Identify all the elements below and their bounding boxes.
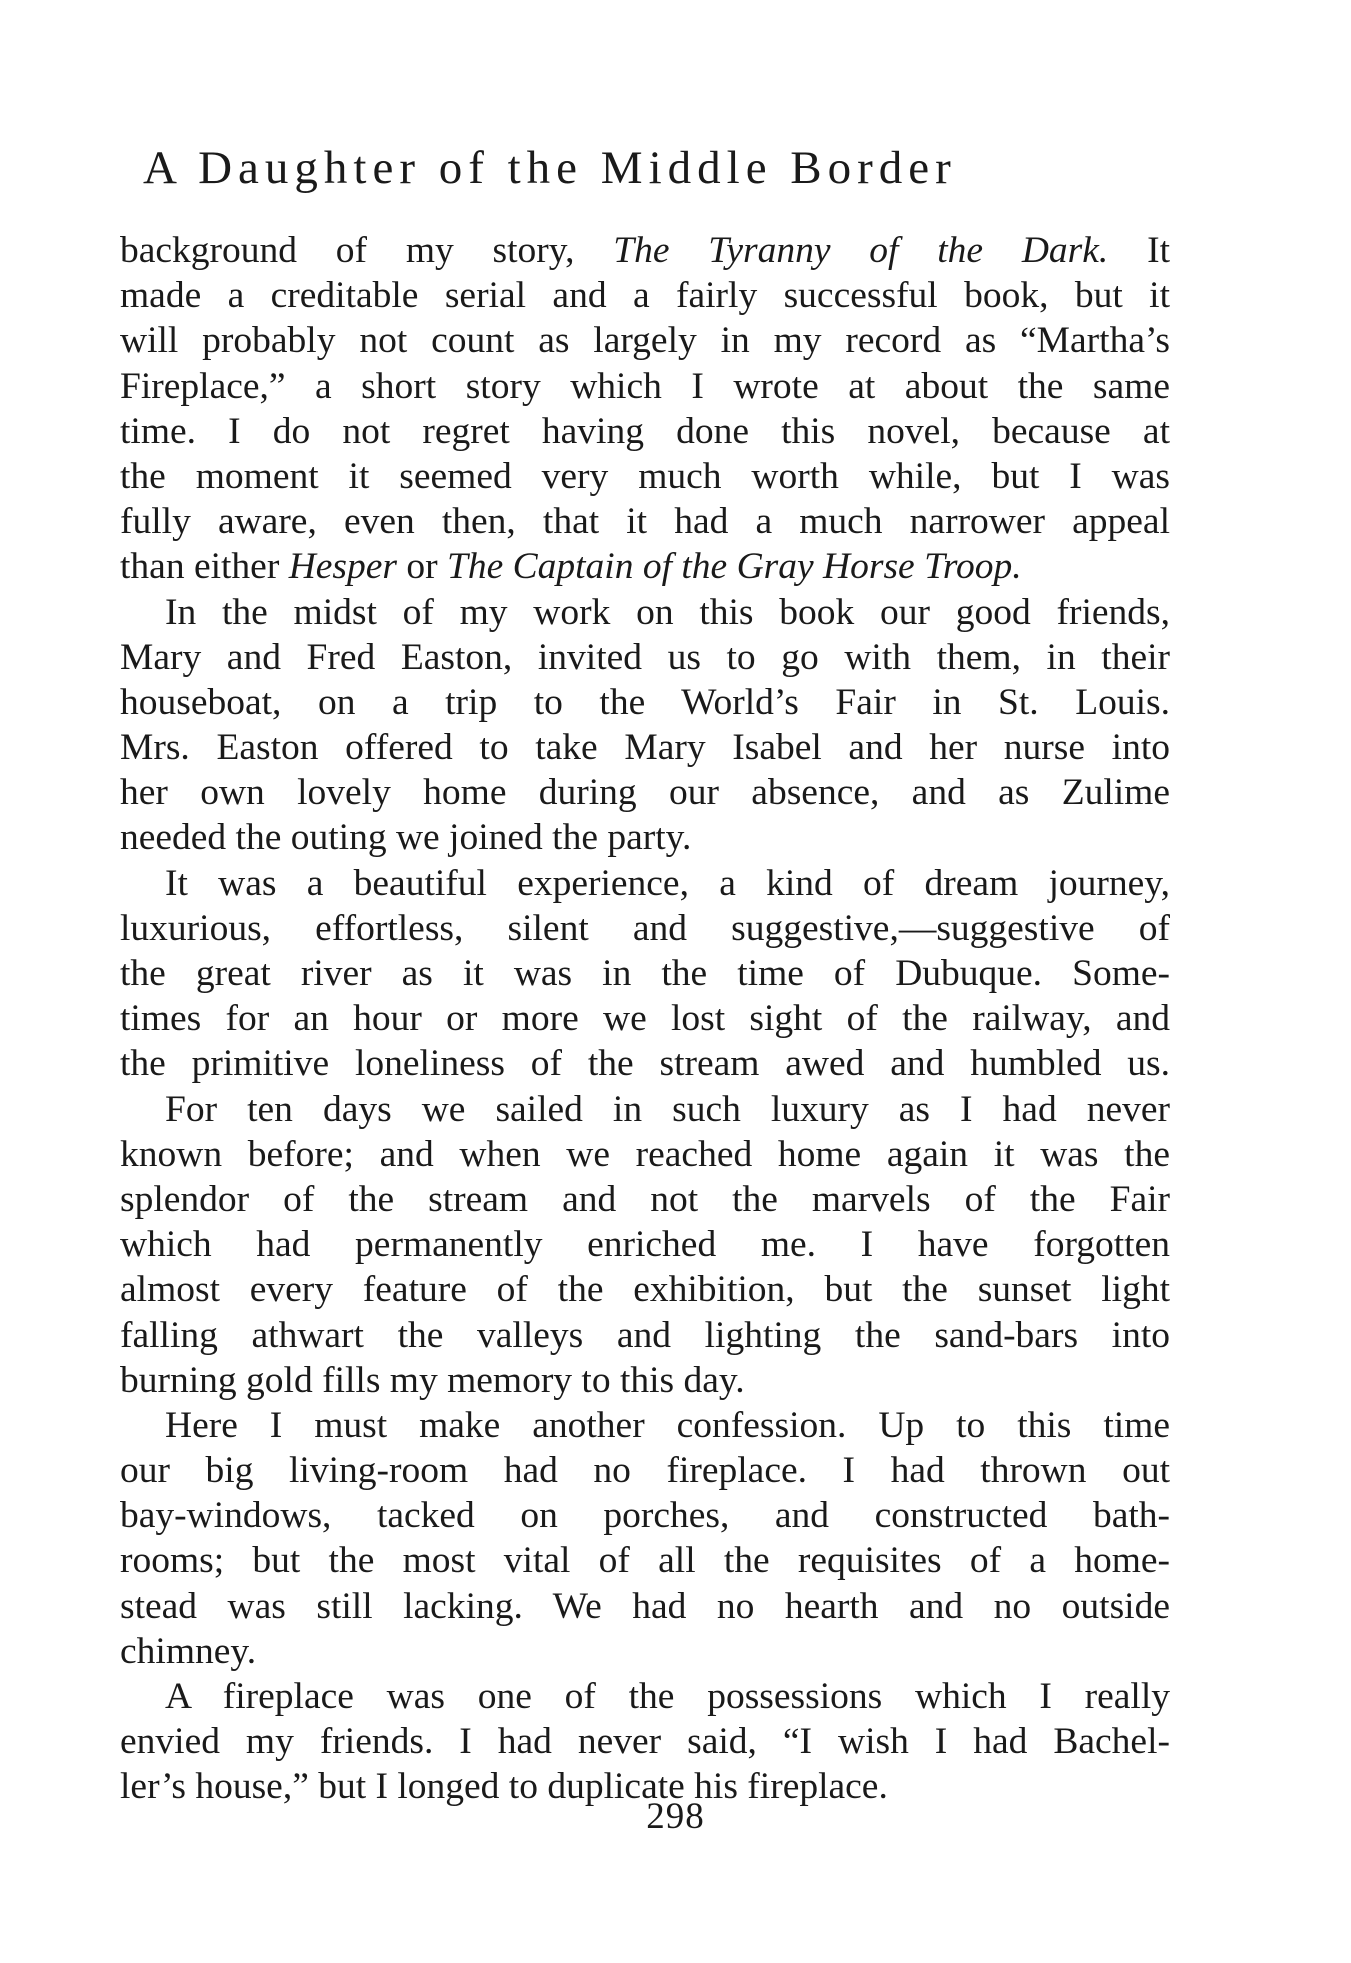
text-line xyxy=(120,1087,1170,1132)
text-run: made a creditable serial and a fairly successful book, but it xyxy=(120,275,1170,317)
text-line xyxy=(120,951,1170,996)
text-run: Mrs. Easton offered to take Mary Isabel and her nurse into xyxy=(120,727,1170,769)
text-run: almost every feature of the exhibition, but the sunset light xyxy=(120,1269,1170,1311)
text-run: known before; and when we reached home again it was the xyxy=(120,1133,1170,1175)
text-line xyxy=(120,1584,1170,1629)
text-line xyxy=(120,1719,1170,1764)
text-line xyxy=(120,770,1170,815)
text-run: the primitive loneliness of the stream awed and humbled us. xyxy=(120,1043,1170,1085)
text-run: Mary and Fred Easton, invited us to go with them, in their xyxy=(120,636,1170,678)
page-number: 298 xyxy=(646,1796,705,1837)
text-line xyxy=(120,1313,1170,1358)
text-run: stead was still lacking. We had no hearth and no outside xyxy=(120,1585,1170,1627)
text-line xyxy=(120,1177,1170,1222)
text-line xyxy=(120,1674,1170,1719)
text-line xyxy=(120,725,1170,770)
text-line xyxy=(120,1222,1170,1267)
italic-title: Hesper xyxy=(288,546,397,588)
text-line xyxy=(120,1448,1170,1493)
text-line xyxy=(120,996,1170,1041)
text-line xyxy=(120,1538,1170,1583)
text-line xyxy=(120,273,1170,318)
text-run: her own lovely home during our absence, and as Zulime xyxy=(120,772,1170,814)
text-line xyxy=(120,1041,1170,1086)
text-line xyxy=(120,1629,1170,1674)
text-run: falling athwart the valleys and lighting the sand-bars into xyxy=(120,1314,1170,1356)
text-run: the moment it seemed very much worth while, but I was xyxy=(120,455,1170,497)
text-run: In the midst of my work on this book our good friends, xyxy=(165,591,1170,633)
running-head: A Daughter of the Middle Border xyxy=(143,142,957,194)
text-line xyxy=(120,680,1170,725)
text-run: luxurious, effortless, silent and suggestive,—suggestive of xyxy=(120,907,1170,949)
text-run: Fireplace,” a short story which I wrote at about the same xyxy=(120,365,1170,407)
text-line xyxy=(120,228,1170,273)
text-line xyxy=(120,861,1170,906)
text-run: It was a beautiful experience, a kind of dream journey, xyxy=(165,862,1170,904)
text-run: splendor of the stream and not the marvels of the Fair xyxy=(120,1178,1170,1220)
text-line xyxy=(120,544,1170,589)
text-run: envied my friends. I had never said, “I wish I had Bachel- xyxy=(120,1721,1170,1763)
text-line xyxy=(120,499,1170,544)
text-line xyxy=(120,590,1170,635)
text-run: background of my story, xyxy=(120,230,614,271)
text-line xyxy=(120,318,1170,363)
text-run: chimney. xyxy=(120,1630,257,1672)
text-run: than either xyxy=(120,546,289,588)
text-run: needed the outing we joined the party. xyxy=(120,817,692,859)
text-run: It xyxy=(1108,230,1170,271)
text-line xyxy=(120,815,1170,860)
italic-title: The Tyranny of the Dark. xyxy=(613,230,1109,271)
text-run: ler’s house,” but I longed to duplicate his fireplace. xyxy=(120,1766,888,1808)
text-line xyxy=(120,906,1170,951)
text-line xyxy=(120,364,1170,409)
text-run: will probably not count as largely in my record as “Martha’s xyxy=(120,320,1170,362)
text-run: or xyxy=(397,546,447,588)
text-run: which had permanently enriched me. I have forgotten xyxy=(120,1224,1170,1266)
text-line xyxy=(120,1132,1170,1177)
text-run: fully aware, even then, that it had a much narrower appeal xyxy=(120,501,1170,543)
text-run: time. I do not regret having done this novel, because at xyxy=(120,410,1170,452)
text-run: rooms; but the most vital of all the requisites of a home- xyxy=(120,1540,1170,1582)
text-run: For ten days we sailed in such luxury as I had never xyxy=(165,1088,1170,1130)
text-run: times for an hour or more we lost sight of the railway, and xyxy=(120,998,1170,1040)
text-run: houseboat, on a trip to the World’s Fair in St. Louis. xyxy=(120,681,1170,723)
text-run: the great river as it was in the time of Dubuque. Some- xyxy=(120,953,1170,994)
text-run: our big living-room had no fireplace. I had thrown out xyxy=(120,1450,1170,1492)
italic-title: The Captain of the Gray Horse Troop. xyxy=(447,546,1022,588)
text-line xyxy=(120,409,1170,454)
text-line xyxy=(120,1358,1170,1403)
text-run: burning gold fills my memory to this day. xyxy=(120,1359,745,1401)
text-line xyxy=(120,1493,1170,1538)
text-run: bay-windows, tacked on porches, and constructed bath- xyxy=(120,1495,1170,1537)
text-line xyxy=(120,1403,1170,1448)
text-line xyxy=(120,1267,1170,1312)
text-line xyxy=(120,454,1170,499)
body-text xyxy=(120,228,1170,1810)
text-run: Here I must make another confession. Up to this time xyxy=(165,1404,1170,1446)
text-line xyxy=(120,635,1170,680)
text-run: A fireplace was one of the possessions which I really xyxy=(165,1676,1170,1717)
